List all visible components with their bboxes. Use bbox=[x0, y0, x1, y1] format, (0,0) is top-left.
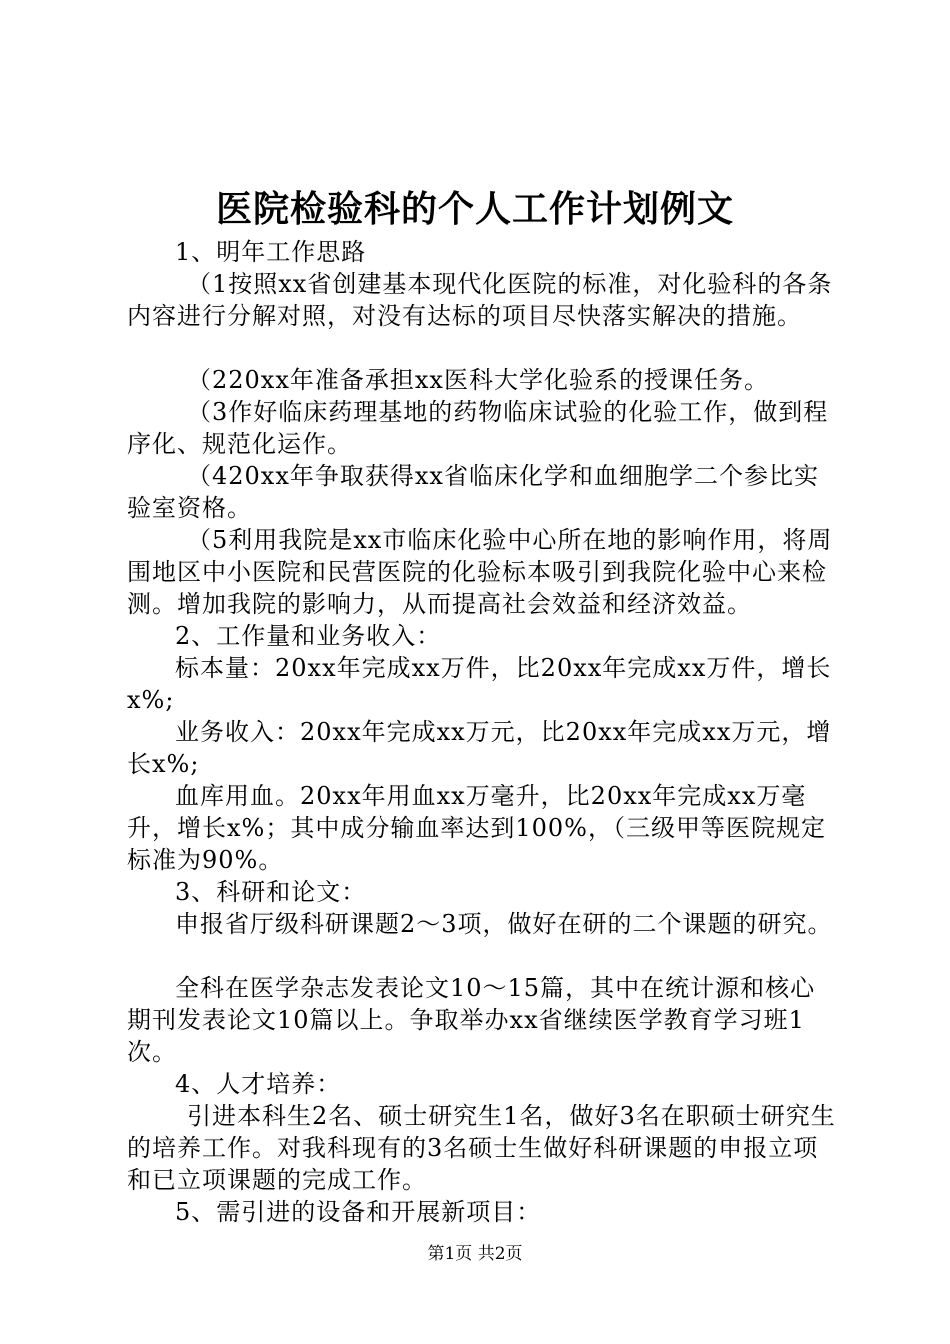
paragraph-item-3: （3作好临床药理基地的药物临床试验的化验工作，做到程序化、规范化运作。 bbox=[127, 398, 829, 458]
paragraph-talent-training: 引进本科生2名、硕士研究生1名，做好3名在职硕士研究生的培养工作。对我科现有的3名硕士生做好科研课题的申报立项和已立项课题的完成工作。 bbox=[127, 1102, 836, 1194]
section-heading-5: 5、需引进的设备和开展新项目： bbox=[175, 1198, 542, 1226]
section-heading-4: 4、人才培养： bbox=[175, 1070, 342, 1098]
document-title: 医院检验科的个人工作计划例文 bbox=[215, 188, 734, 230]
document-body bbox=[127, 236, 839, 1228]
paragraph-publications: 全科在医学杂志发表论文10～15篇，其中在统计源和核心期刊发表论文10篇以上。争取举办xx省继续医学教育学习班1次。 bbox=[127, 974, 816, 1066]
paragraph-research-projects: 申报省厅级科研课题2～3项，做好在研的二个课题的研究。 bbox=[175, 910, 833, 938]
section-heading-3: 3、科研和论文： bbox=[175, 878, 367, 906]
paragraph-blood-bank: 血库用血。20xx年用血xx万毫升，比20xx年完成xx万毫升，增长x%；其中成分输血率达到100%，（三级甲等医院规定标准为90%。 bbox=[127, 782, 826, 874]
section-heading-2: 2、工作量和业务收入： bbox=[175, 622, 442, 650]
paragraph-gap bbox=[127, 332, 839, 364]
paragraph-item-1: （1按照xx省创建基本现代化医院的标准，对化验科的各条内容进行分解对照，对没有达标的项目尽快落实解决的措施。 bbox=[127, 270, 833, 330]
paragraph-gap bbox=[127, 940, 839, 972]
paragraph-item-5: （5利用我院是xx市临床化验中心所在地的影响作用，将周围地区中小医院和民营医院的化验标本吸引到我院化验中心来检测。增加我院的影响力，从而提高社会效益和经济效益。 bbox=[127, 526, 833, 618]
page-footer: 第1页 共2页 bbox=[427, 1244, 523, 1264]
paragraph-specimen-volume: 标本量：20xx年完成xx万件，比20xx年完成xx万件，增长x%; bbox=[127, 654, 832, 714]
paragraph-item-4: （420xx年争取获得xx省临床化学和血细胞学二个参比实验室资格。 bbox=[127, 462, 819, 522]
paragraph-item-2: （220xx年准备承担xx医科大学化验系的授课任务。 bbox=[187, 366, 769, 394]
paragraph-business-income: 业务收入：20xx年完成xx万元，比20xx年完成xx万元，增长x%; bbox=[127, 718, 832, 778]
section-heading-1: 1、明年工作思路 bbox=[175, 238, 367, 266]
